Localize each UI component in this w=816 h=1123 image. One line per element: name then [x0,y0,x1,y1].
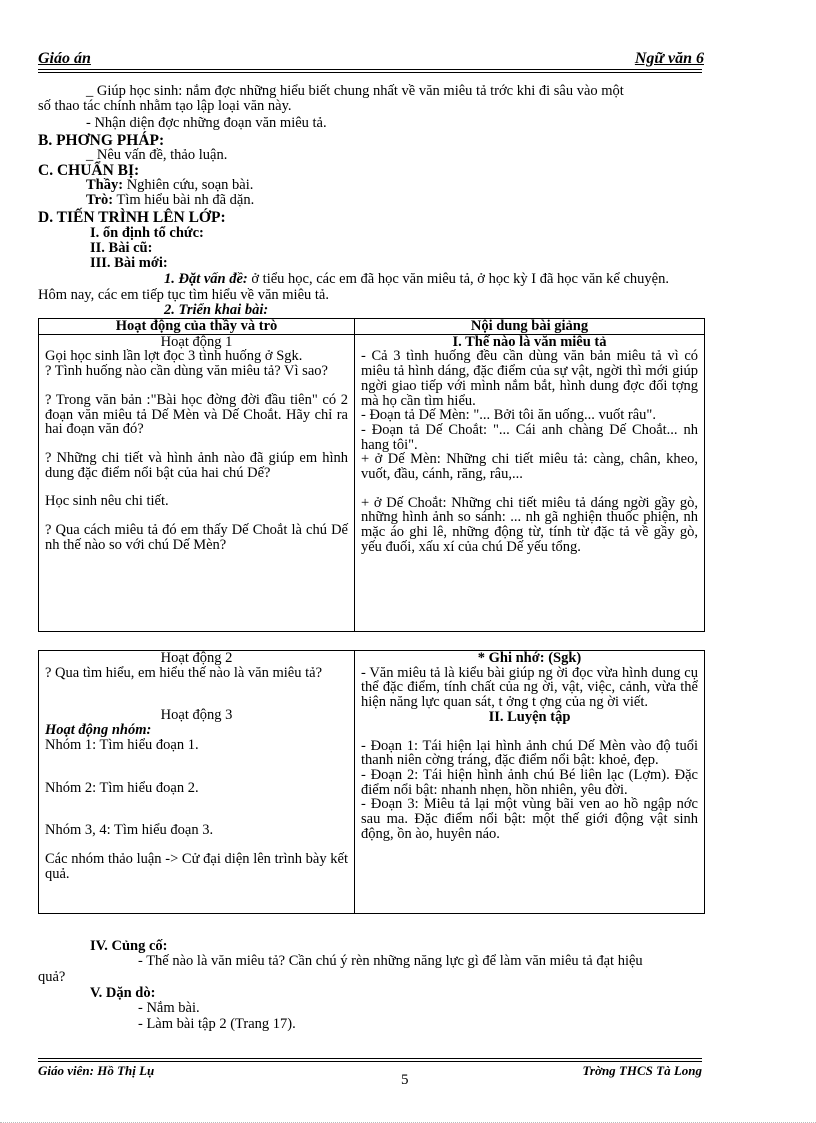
col-header-left: Hoạt động của thầy và trò [39,319,355,335]
footer-rule [38,1058,702,1059]
practice-title: II. Luyện tập [488,708,571,725]
activity-1-item: Gọi học sinh lần lợt đọc 3 tình huống ở Sgk. [45,348,303,365]
section-b-text: _ Nêu vấn đề, thảo luận. [86,147,228,163]
section-b-title: B. PHƠNG PHÁP: [38,132,165,149]
content-1-title: I. Thế nào là văn miêu tả [452,333,607,350]
page-number: 5 [401,1072,409,1088]
content-1-item: - Cả 3 tình huống đều cần dùng văn bản miêu tả vì có miêu tả hình dáng, đặc điểm của sự vật, ngời thì mới giúp ngời giao tiếp với mình nắm bắt, hình dung đợc đối tợng mà họ cần tìm hiểu. [361,348,698,409]
lesson-table-1 [38,318,705,632]
intro-line-1: _ Giúp học sinh: nắm đợc những hiểu biết chung nhất về văn miêu tả trớc khi đi sâu vào một [86,83,624,99]
summary-text: - Văn miêu tả là kiểu bài giúp ng ời đọc vừa hình dung cụ thể đặc điểm, tính chất của ng ời, vật, việc, cảnh, vừa thể hiện năng lực quan sát, t ởng t ợng của ng ời viết. [361,664,698,711]
practice-item: - Đoạn 3: Miêu tả lại một vùng bãi ven ao hồ ngập nớc sau ma. Đặc điểm nổi bật: một thế giới động vật sinh động, ồn ào, huyên náo. [361,796,698,842]
group-2-task: Nhóm 2: Tìm hiểu đoạn 2. [45,779,199,796]
d3a-text: ở tiểu học, các em đã học văn miêu tả, ở học kỳ I đã học văn kể chuyện. [247,271,669,287]
homework-title: V. Dặn dò: [90,985,156,1001]
content-1-cell [355,334,705,631]
review-title: IV. Củng cố: [90,938,168,954]
group-discussion: Các nhóm thảo luận -> Cử đại diện lên trình bày kết quả. [45,850,348,882]
activity-1-cell [39,334,355,631]
intro-line-3: - Nhận diện đợc những đoạn văn miêu tả. [86,115,327,131]
activity-2-3-cell [39,651,355,914]
section-c-student [86,193,254,208]
summary-title: * Ghi nhớ: (Sgk) [477,650,582,666]
footer-school: Trờng THCS Tà Long [582,1063,702,1078]
teacher-text: Nghiên cứu, soạn bài. [123,177,254,193]
section-d2: II. Bài cũ: [90,240,153,256]
footer-teacher: Giáo viên: Hồ Thị Lụ [38,1063,155,1078]
section-d3a-2: Hôm nay, các em tiếp tục tìm hiểu về văn miêu tả. [38,287,329,303]
section-d3: III. Bài mới: [90,255,168,271]
homework-line-2: - Làm bài tập 2 (Trang 17). [138,1016,296,1032]
header-right: Ngữ văn 6 [634,50,704,67]
activity-2-title: Hoạt động 2 [160,650,233,666]
review-line-1: - Thế nào là văn miêu tả? Cần chú ý rèn những năng lực gì để làm văn miêu tả đạt hiệu [138,953,643,969]
activity-3-title: Hoạt động 3 [160,707,233,724]
intro-line-2: số thao tác chính nhằm tạo lập loại văn này. [38,98,292,114]
group-3-4-task: Nhóm 3, 4: Tìm hiểu đoạn 3. [45,822,214,839]
practice-item: - Đoạn 1: Tái hiện lại hình ảnh chú Dế Mèn vào độ tuổi thanh niên cờng tráng, đặc điểm nổi bật: khoẻ, đẹp. [361,737,698,769]
section-c-title: C. CHUẨN BỊ: [38,162,140,179]
review-line-2: quả? [38,969,66,985]
content-1-item: - Đoạn tả Dế Mèn: "... Bởi tôi ăn uống... vuốt râu". [361,407,656,424]
activity-1-item: ? Tình huống nào cần dùng văn miêu tả? Vì sao? [45,363,328,380]
content-2-cell [355,651,705,914]
header-left: Giáo án [38,50,91,67]
content-1-item: + ở Dế Choắt: Những chi tiết miêu tả dáng ngời gầy gò, những hình ảnh so sánh: ... nh gã nghiện thuốc phiện, nh mặc áo ghi lê, những động từ, tính từ đặc tả về gầy gò, yếu đuối, xấu xí của chú Dế yếu tổng. [361,494,698,555]
col-header-right: Nội dung bài giảng [355,319,705,335]
activity-1-item: ? Qua cách miêu tả đó em thấy Dế Choắt là chú Dế nh thế nào so với chú Dế Mèn? [45,522,348,553]
content-1-item: + ở Dế Mèn: Những chi tiết miêu tả: càng, chân, kheo, vuốt, đầu, cánh, răng, râu,... [361,451,698,483]
student-label: Trò: [86,192,114,208]
d3a-label: 1. Đặt vấn đề: [164,271,248,287]
group-1-task: Nhóm 1: Tìm hiểu đoạn 1. [45,736,199,753]
section-c-teacher [86,178,253,193]
teacher-label: Thầy: [86,177,124,193]
lesson-table-2 [38,650,705,914]
section-d-title: D. TIẾN TRÌNH LÊN LỚP: [38,209,226,226]
content-1-item: - Đoạn tả Dế Choắt: "... Cái anh chàng Dế Choắt... nh hang tôi". [361,421,698,453]
header-rule [38,69,702,70]
practice-item: - Đoạn 2: Tái hiện hình ảnh chú Bé liên lạc (Lợm). Đặc điểm nổi bật: nhanh nhẹn, hồn nhiên, yêu đời. [361,766,698,798]
activity-1-title: Hoạt động 1 [160,333,233,350]
footer-rule-2 [38,1061,702,1062]
activity-1-item: Học sinh nêu chi tiết. [45,493,169,510]
section-d3a [164,272,669,287]
activity-2-text: ? Qua tìm hiểu, em hiểu thế nào là văn miêu tả? [45,664,323,681]
activity-1-item: ? Trong văn bản :"Bài học đờng đời đầu tiên" có 2 đoạn văn miêu tả Dế Mèn và Dế Choắt. Hãy chỉ ra hai đoạn văn đó? [45,391,348,438]
group-activity-label: Hoạt động nhóm: [45,722,152,739]
activity-1-item: ? Những chi tiết và hình ảnh nào đã giúp em hình dung đặc điểm nổi bật của hai chú Dế? [45,449,348,481]
homework-line-1: - Nắm bài. [138,1000,200,1016]
student-text: Tìm hiểu bài nh đã dặn. [113,192,255,208]
header-rule-2 [38,72,702,73]
section-d3b: 2. Triển khai bài: [164,302,269,318]
section-d1: I. ổn định tổ chức: [90,225,204,241]
